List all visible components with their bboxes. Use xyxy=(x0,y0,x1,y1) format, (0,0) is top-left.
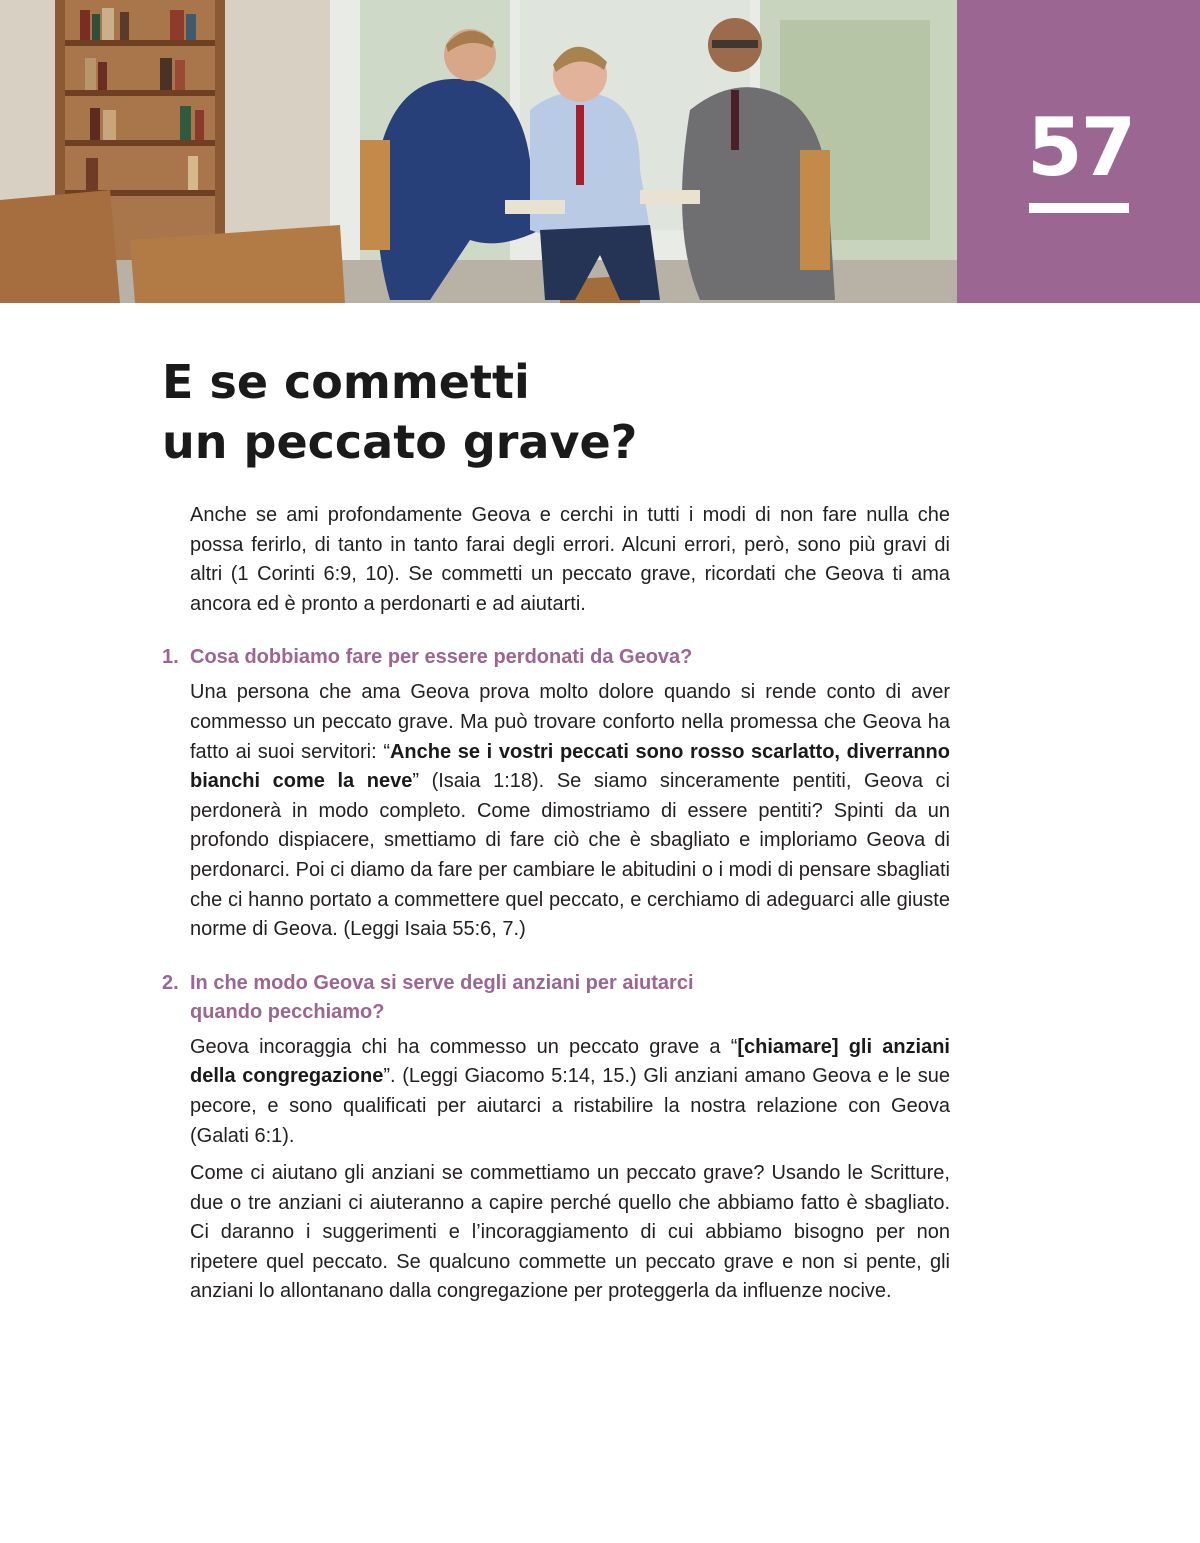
section-1-text-a: Una persona che ama Geova prova molto dolore quando si rende conto di aver commesso un peccato grave. Ma può trovare conforto nella promessa che Geova ha fatto ai suoi servitori: “ xyxy=(190,681,950,763)
lesson-number-underline xyxy=(1029,203,1129,213)
question-2-number: 2. xyxy=(162,971,179,994)
question-1-number: 1. xyxy=(162,646,179,669)
section-1-text-b: ” (Isaia 1:18). Se siamo sinceramente pentiti, Geova ci perdonerà in modo completo. Come dimostriamo di essere pentiti? Spinti da un profondo dispiacere, smettiamo di fare ciò che è sbagliato e imploriamo Geova di perdonarci. Poi ci diamo da fare per cambiare le abitudini o i modi di pensare sbagliati che ci hanno portato a commettere quel peccato, e cerchiamo di adeguarci alle giuste norme di Geova. (Leggi Isaia 55:6, 7.) xyxy=(190,770,950,941)
header-photo xyxy=(0,0,957,303)
section-1-paragraph xyxy=(190,678,950,944)
question-1-text: Cosa dobbiamo fare per essere perdonati da Geova? xyxy=(190,646,693,669)
lesson-title-line-1: E se commetti xyxy=(162,355,530,409)
section-2-text-b: ”. (Leggi Giacomo 5:14, 15.) Gli anziani amano Geova e le sue pecore, e sono qualificati per aiutarci a ristabilire la nostra relazione con Geova (Galati 6:1). xyxy=(190,1065,951,1147)
section-2-paragraph-2: Come ci aiutano gli anziani se commettiamo un peccato grave? Usando le Scritture, due o tre anziani ci aiuteranno a capire perché quello che abbiamo fatto è sbagliato. Ci daranno i suggerimenti e l’incoraggiamento di cui abbiamo bisogno per non ripetere quel peccato. Se qualcuno commette un peccato grave e non si pente, gli anziani lo allontanano dalla congregazione per proteggerla da influenze nocive. xyxy=(190,1162,950,1303)
section-2-scripture-quote: [chiamare] gli anziani della congregazione xyxy=(190,1035,950,1088)
section-2-text-a: Geova incoraggia chi ha commesso un peccato grave a “ xyxy=(190,1035,738,1058)
photo-illustration xyxy=(0,0,957,303)
section-2-paragraph-1 xyxy=(190,1033,950,1151)
intro-paragraph: Anche se ami profondamente Geova e cerchi in tutti i modi di non fare nulla che possa ferirlo, di tanto in tanto farai degli errori. Alcuni errori, però, sono più gravi di altri (1 Corinti 6:9, 10). Se commetti un peccato grave, ricordati che Geova ti ama ancora ed è pronto a perdonarti e ad aiutarti. xyxy=(190,504,950,615)
question-2 xyxy=(162,969,950,1027)
lesson-title-line-2: un peccato grave? xyxy=(162,415,638,469)
lesson-number-block xyxy=(957,0,1200,303)
lesson-content xyxy=(162,501,951,1307)
question-2-text-line-1: In che modo Geova si serve degli anziani per aiutarci xyxy=(190,971,694,994)
question-1 xyxy=(162,643,950,672)
lesson-title xyxy=(162,352,637,472)
lesson-number: 57 xyxy=(1027,101,1135,194)
question-2-text-line-2: quando pecchiamo? xyxy=(190,1000,385,1023)
section-1-scripture-quote: Anche se i vostri peccati sono rosso scarlatto, diverranno bianchi come la neve xyxy=(190,740,950,793)
